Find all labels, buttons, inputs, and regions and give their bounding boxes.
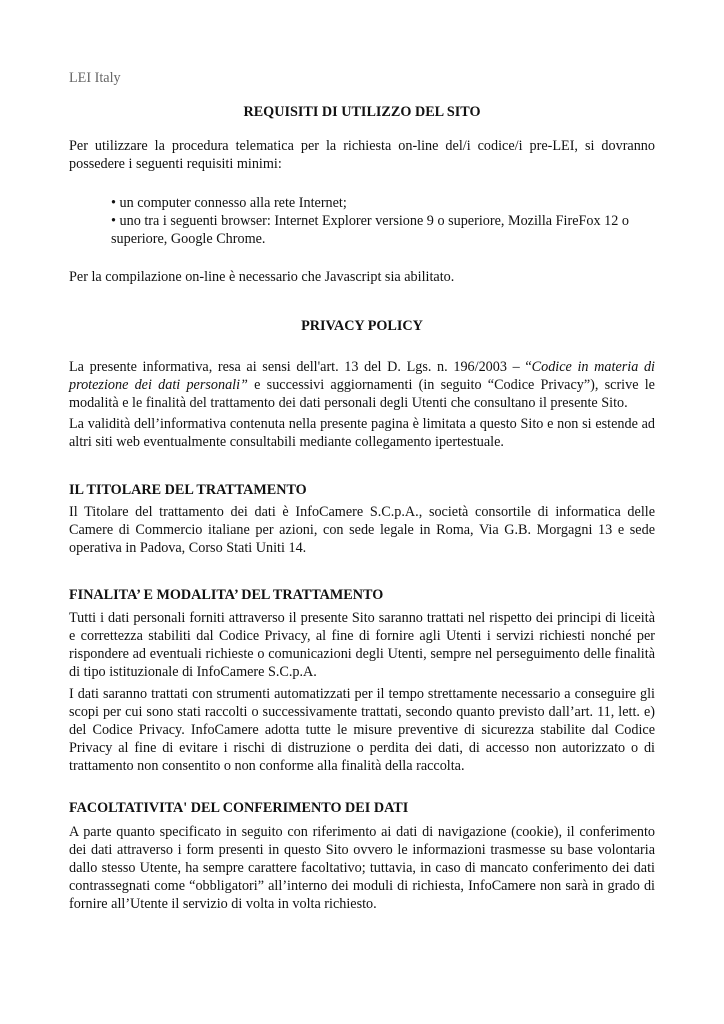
javascript-note: Per la compilazione on-line è necessario che Javascript sia abilitato. xyxy=(69,269,455,285)
titolare-text: Il Titolare del trattamento dei dati è InfoCamere S.C.p.A., società consortile di informatica delle Camere di Commercio italiane per azioni, con sede legale in Roma, Via G.B. Morgagni 13 e sede operativa in Padova, Corso Stati Uniti 14. xyxy=(69,504,655,556)
privacy-p1-italic: Codice in materia di protezione dei dati personali” xyxy=(69,359,655,393)
requisiti-bullet-browser: • uno tra i seguenti browser: Internet Explorer versione 9 o superiore, Mozilla FireFox 12 o superiore, Google Chrome. xyxy=(111,213,629,247)
privacy-paragraph-2: La validità dell’informativa contenuta nella presente pagina è limitata a questo Sito e non si estende ad altri siti web eventualmente consultabili mediante collegamento ipertestuale. xyxy=(69,416,655,450)
finalita-paragraph-2: I dati saranno trattati con strumenti automatizzati per il tempo strettamente necessario a conseguire gli scopi per cui sono stati raccolti o successivamente trattati, secondo quanto previsto dall’art. 11, lett. e) del Codice Privacy. InfoCamere adotta tutte le misure preventive di sicurezza stabilite dal Codice Privacy al fine di evitare i rischi di distruzione o perdita dei dati, di accesso non autorizzato o di trattamento non consentito o non conforme alla finalità della raccolta. xyxy=(69,686,655,774)
requisiti-title: REQUISITI DI UTILIZZO DEL SITO xyxy=(243,104,481,120)
privacy-paragraph-1 xyxy=(69,358,655,412)
privacy-p1-start: La presente informativa, resa ai sensi dell'art. 13 del D. Lgs. n. 196/2003 – “ xyxy=(69,359,532,375)
finalita-title: FINALITA’ E MODALITA’ DEL TRATTAMENTO xyxy=(69,587,384,603)
finalita-paragraph-1: Tutti i dati personali forniti attraverso il presente Sito saranno trattati nel rispetto dei principi di liceità e correttezza stabiliti dal Codice Privacy, al fine di fornire agli Utenti i servizi richiesti nonché per rispondere ad eventuali richieste o comunicazioni degli Utenti, sempre nel perseguimento delle finalità di tipo istituzionale di InfoCamere S.C.p.A. xyxy=(69,610,655,680)
facoltativita-title: FACOLTATIVITA' DEL CONFERIMENTO DEI DATI xyxy=(69,800,409,816)
requisiti-bullet-internet: • un computer connesso alla rete Internet; xyxy=(111,195,347,211)
titolare-title: IL TITOLARE DEL TRATTAMENTO xyxy=(69,482,307,498)
privacy-p1-end: e successivi aggiornamenti (in seguito “Codice Privacy”), scrive le modalità e le finalità del trattamento dei dati personali degli Utenti che consultano il presente Sito. xyxy=(69,377,655,411)
requisiti-intro: Per utilizzare la procedura telematica per la richiesta on-line del/i codice/i pre-LEI, si dovranno possedere i seguenti requisiti minimi: xyxy=(69,138,655,172)
requisiti-bullet-list xyxy=(111,194,655,248)
privacy-title: PRIVACY POLICY xyxy=(301,318,423,334)
facoltativita-text: A parte quanto specificato in seguito con riferimento ai dati di navigazione (cookie), il conferimento dei dati attraverso i form presenti in questo Sito ovvero le informazioni trasmesse su base volontaria dallo stesso Utente, ha sempre carattere facoltativo; tuttavia, in caso di mancato conferimento dei dati contrassegnati come “obbligatori” all’interno dei moduli di richiesta, InfoCamere non sarà in grado di fornire all’Utente il servizio di volta in volta richiesto. xyxy=(69,824,655,912)
header-org: LEI Italy xyxy=(69,70,121,86)
